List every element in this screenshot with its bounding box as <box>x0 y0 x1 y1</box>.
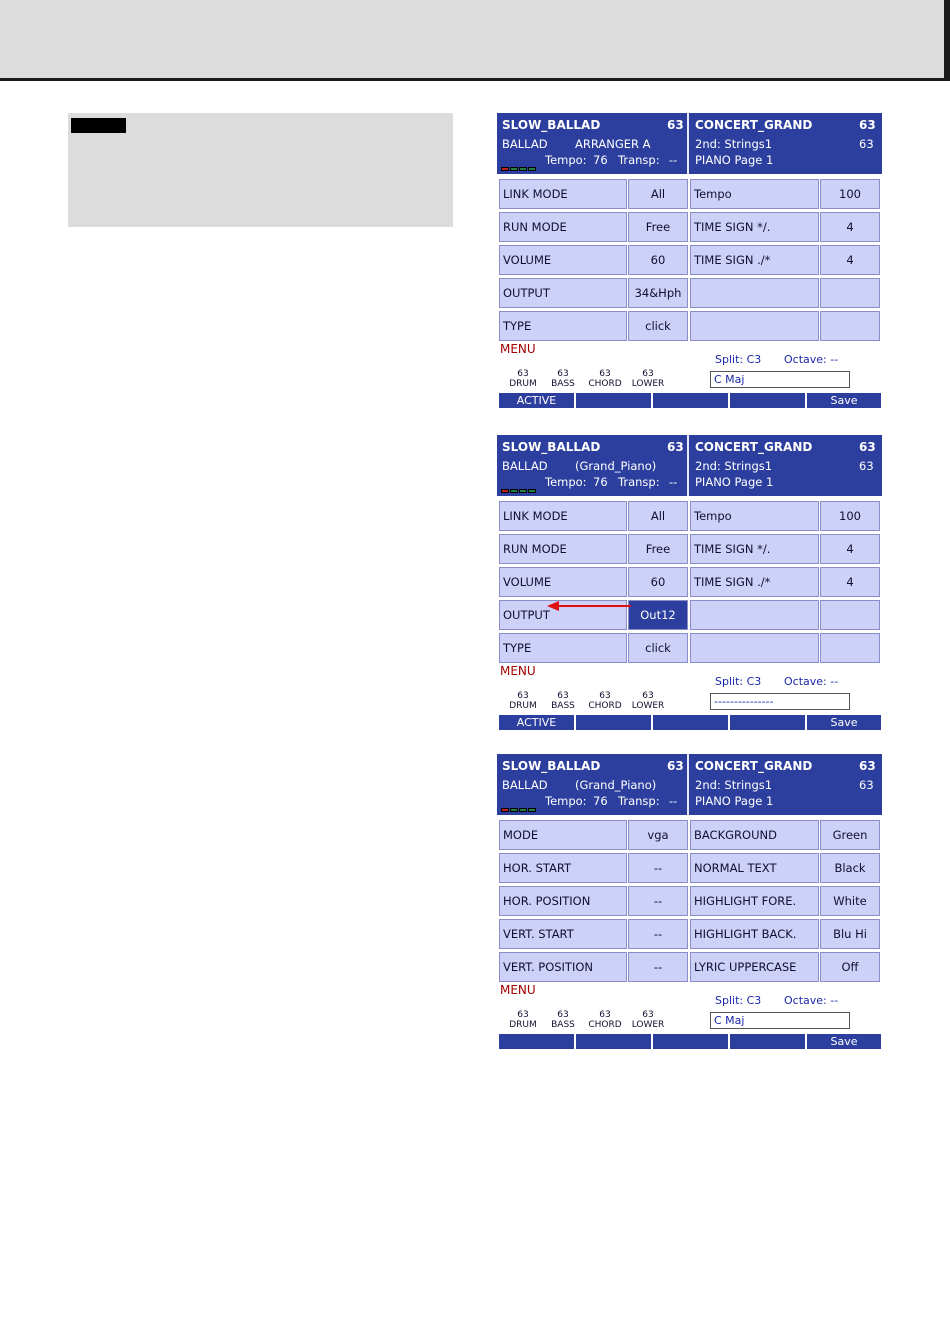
menu-label[interactable]: MENU <box>500 983 536 997</box>
led-icon <box>510 808 518 812</box>
chord-key-field[interactable]: C Maj <box>710 371 850 388</box>
split-readout: Split: C3 <box>715 353 762 366</box>
octave-readout: Octave: -- <box>784 675 839 688</box>
note-tag <box>71 118 126 133</box>
style-name: SLOW_BALLAD <box>502 440 601 454</box>
screen-header <box>497 113 882 174</box>
mixer-name: DRUM <box>509 1020 537 1030</box>
style-variation: ARRANGER A <box>575 137 651 151</box>
style-name: SLOW_BALLAD <box>502 118 601 132</box>
softkey-button[interactable]: ACTIVE <box>499 715 576 730</box>
param-value[interactable]: Free <box>628 534 688 564</box>
param-value[interactable]: White <box>820 886 880 916</box>
style-panel[interactable] <box>497 113 687 174</box>
softkey-button[interactable] <box>730 715 807 730</box>
style-variation: (Grand_Piano) <box>575 778 657 792</box>
param-label[interactable]: Tempo <box>690 501 819 531</box>
param-label[interactable]: TIME SIGN ./* <box>690 245 819 275</box>
transp-value: -- <box>669 475 678 489</box>
mixer-level: 63 <box>517 369 529 379</box>
mixer-level: 63 <box>517 1010 529 1020</box>
header-edge-tick <box>944 0 950 81</box>
voice-number: 63 <box>859 118 876 132</box>
param-label[interactable]: VERT. POSITION <box>499 952 627 982</box>
param-label[interactable]: RUN MODE <box>499 212 627 242</box>
param-value[interactable]: Blu Hi <box>820 919 880 949</box>
voice-panel[interactable] <box>689 754 882 815</box>
led-icon <box>519 489 527 493</box>
octave-readout: Octave: -- <box>784 353 839 366</box>
param-label[interactable]: TIME SIGN ./* <box>690 567 819 597</box>
param-value[interactable] <box>820 278 880 308</box>
style-category: BALLAD <box>502 137 548 151</box>
param-label[interactable]: TYPE <box>499 311 627 341</box>
display-screen <box>497 754 882 1050</box>
mixer-name: BASS <box>551 701 575 711</box>
led-indicators <box>501 482 537 487</box>
param-label[interactable]: BACKGROUND <box>690 820 819 850</box>
mixer-channel[interactable] <box>543 1010 583 1030</box>
softkey-button[interactable] <box>499 1034 576 1049</box>
led-icon <box>510 167 518 171</box>
softkey-button[interactable] <box>653 393 730 408</box>
param-label[interactable] <box>690 311 819 341</box>
style-number: 63 <box>667 759 684 773</box>
led-icon <box>528 167 536 171</box>
param-label[interactable]: HOR. POSITION <box>499 886 627 916</box>
led-icon <box>528 808 536 812</box>
voice-name: CONCERT_GRAND <box>695 759 813 773</box>
style-category: BALLAD <box>502 778 548 792</box>
param-value[interactable]: vga <box>628 820 688 850</box>
display-screen <box>497 435 882 731</box>
mixer-level: 63 <box>642 1010 654 1020</box>
param-label[interactable]: TYPE <box>499 633 627 663</box>
led-indicators <box>501 801 537 806</box>
param-value[interactable]: click <box>628 311 688 341</box>
transp-label: Transp: <box>618 153 660 167</box>
transp-label: Transp: <box>618 475 660 489</box>
softkey-button[interactable] <box>730 1034 807 1049</box>
softkey-button[interactable] <box>576 393 653 408</box>
second-voice: 2nd: Strings1 <box>695 459 773 473</box>
param-value[interactable]: Green <box>820 820 880 850</box>
voice-name: CONCERT_GRAND <box>695 118 813 132</box>
param-value[interactable]: 4 <box>820 534 880 564</box>
led-indicators <box>501 160 537 165</box>
screen-header <box>497 435 882 496</box>
softkey-button[interactable]: Save <box>807 1034 883 1049</box>
second-voice-number: 63 <box>859 137 874 151</box>
mixer-name: BASS <box>551 379 575 389</box>
display-screen <box>497 113 882 409</box>
style-category: BALLAD <box>502 459 548 473</box>
led-icon <box>528 489 536 493</box>
voice-panel[interactable] <box>689 435 882 496</box>
header-rule <box>0 78 950 81</box>
softkey-button[interactable] <box>730 393 807 408</box>
param-value[interactable] <box>820 600 880 630</box>
param-value[interactable]: 100 <box>820 179 880 209</box>
param-label[interactable]: MODE <box>499 820 627 850</box>
led-icon <box>519 808 527 812</box>
mixer-levels <box>503 691 673 713</box>
mixer-levels <box>503 369 673 391</box>
softkey-button[interactable]: Save <box>807 393 883 408</box>
param-label[interactable]: HIGHLIGHT BACK. <box>690 919 819 949</box>
param-value[interactable] <box>820 633 880 663</box>
param-value[interactable]: Off <box>820 952 880 982</box>
led-icon <box>510 489 518 493</box>
mixer-channel[interactable] <box>585 1010 625 1030</box>
param-value[interactable]: -- <box>628 853 688 883</box>
page-indicator: PIANO Page 1 <box>695 153 774 167</box>
param-value[interactable]: -- <box>628 952 688 982</box>
mixer-channel[interactable] <box>585 691 625 711</box>
menu-label[interactable]: MENU <box>500 664 536 678</box>
chord-key-field[interactable]: --------------- <box>710 693 850 710</box>
screen-header <box>497 754 882 815</box>
mixer-channel[interactable] <box>503 369 543 389</box>
voice-name: CONCERT_GRAND <box>695 440 813 454</box>
param-label[interactable]: NORMAL TEXT <box>690 853 819 883</box>
page-header-band <box>0 0 950 81</box>
softkey-button[interactable] <box>653 715 730 730</box>
style-number: 63 <box>667 118 684 132</box>
note-box <box>68 113 453 227</box>
red-arrow-icon <box>545 597 635 615</box>
tempo-label: Tempo: <box>545 794 587 808</box>
mixer-level: 63 <box>599 369 611 379</box>
param-label[interactable]: OUTPUT <box>499 278 627 308</box>
param-value[interactable]: click <box>628 633 688 663</box>
page-indicator: PIANO Page 1 <box>695 475 774 489</box>
mixer-channel[interactable] <box>543 691 583 711</box>
mixer-level: 63 <box>557 691 569 701</box>
mixer-level: 63 <box>557 1010 569 1020</box>
mixer-channel[interactable] <box>628 369 668 389</box>
softkey-button[interactable]: ACTIVE <box>499 393 576 408</box>
param-value[interactable]: All <box>628 179 688 209</box>
mixer-level: 63 <box>599 1010 611 1020</box>
mixer-name: DRUM <box>509 701 537 711</box>
param-value[interactable]: 100 <box>820 501 880 531</box>
tempo-label: Tempo: <box>545 475 587 489</box>
param-label[interactable]: Tempo <box>690 179 819 209</box>
page-indicator: PIANO Page 1 <box>695 794 774 808</box>
split-readout: Split: C3 <box>715 675 762 688</box>
param-label[interactable] <box>690 600 819 630</box>
led-icon <box>501 808 509 812</box>
second-voice-number: 63 <box>859 459 874 473</box>
softkey-bar <box>499 1034 882 1049</box>
softkey-button[interactable]: Save <box>807 715 883 730</box>
tempo-label: Tempo: <box>545 153 587 167</box>
mixer-level: 63 <box>642 691 654 701</box>
style-number: 63 <box>667 440 684 454</box>
param-label[interactable]: TIME SIGN */. <box>690 534 819 564</box>
param-value[interactable]: 4 <box>820 245 880 275</box>
param-value[interactable] <box>820 311 880 341</box>
param-value[interactable]: -- <box>628 919 688 949</box>
style-panel[interactable] <box>497 754 687 815</box>
transp-value: -- <box>669 794 678 808</box>
param-value[interactable]: Black <box>820 853 880 883</box>
param-label[interactable] <box>690 278 819 308</box>
mixer-channel[interactable] <box>543 369 583 389</box>
mixer-name: LOWER <box>631 701 665 711</box>
mixer-name: CHORD <box>588 701 622 711</box>
led-icon <box>501 489 509 493</box>
param-value[interactable]: Out12 <box>628 600 688 630</box>
style-panel[interactable] <box>497 435 687 496</box>
tempo-value: 76 <box>593 153 608 167</box>
mixer-channel[interactable] <box>503 1010 543 1030</box>
mixer-channel[interactable] <box>628 691 668 711</box>
softkey-button[interactable] <box>576 1034 653 1049</box>
param-label[interactable]: LYRIC UPPERCASE <box>690 952 819 982</box>
param-value[interactable]: 4 <box>820 212 880 242</box>
param-label[interactable]: VERT. START <box>499 919 627 949</box>
param-label[interactable]: HIGHLIGHT FORE. <box>690 886 819 916</box>
mixer-channel[interactable] <box>628 1010 668 1030</box>
param-label[interactable]: VOLUME <box>499 245 627 275</box>
param-value[interactable]: 4 <box>820 567 880 597</box>
mixer-channel[interactable] <box>585 369 625 389</box>
param-label[interactable]: VOLUME <box>499 567 627 597</box>
second-voice: 2nd: Strings1 <box>695 778 773 792</box>
transp-label: Transp: <box>618 794 660 808</box>
mixer-name: CHORD <box>588 379 622 389</box>
param-value[interactable]: All <box>628 501 688 531</box>
param-label[interactable]: OUTPUT <box>499 600 627 630</box>
mixer-name: BASS <box>551 1020 575 1030</box>
chord-key-field[interactable]: C Maj <box>710 1012 850 1029</box>
param-label[interactable]: TIME SIGN */. <box>690 212 819 242</box>
voice-number: 63 <box>859 759 876 773</box>
param-value[interactable]: Free <box>628 212 688 242</box>
octave-readout: Octave: -- <box>784 994 839 1007</box>
param-label[interactable]: RUN MODE <box>499 534 627 564</box>
param-value[interactable]: 60 <box>628 245 688 275</box>
softkey-bar <box>499 393 882 408</box>
split-readout: Split: C3 <box>715 994 762 1007</box>
param-label[interactable]: LINK MODE <box>499 179 627 209</box>
mixer-level: 63 <box>517 691 529 701</box>
style-name: SLOW_BALLAD <box>502 759 601 773</box>
led-icon <box>501 167 509 171</box>
param-value[interactable]: 34&Hph <box>628 278 688 308</box>
second-voice-number: 63 <box>859 778 874 792</box>
softkey-bar <box>499 715 882 730</box>
mixer-name: CHORD <box>588 1020 622 1030</box>
mixer-level: 63 <box>642 369 654 379</box>
mixer-name: LOWER <box>631 1020 665 1030</box>
voice-number: 63 <box>859 440 876 454</box>
mixer-level: 63 <box>599 691 611 701</box>
mixer-levels <box>503 1010 673 1032</box>
tempo-value: 76 <box>593 475 608 489</box>
transp-value: -- <box>669 153 678 167</box>
voice-panel[interactable] <box>689 113 882 174</box>
softkey-button[interactable] <box>576 715 653 730</box>
mixer-name: LOWER <box>631 379 665 389</box>
led-icon <box>519 167 527 171</box>
param-value[interactable]: 60 <box>628 567 688 597</box>
mixer-name: DRUM <box>509 379 537 389</box>
softkey-button[interactable] <box>653 1034 730 1049</box>
param-value[interactable]: -- <box>628 886 688 916</box>
param-label[interactable] <box>690 633 819 663</box>
tempo-value: 76 <box>593 794 608 808</box>
mixer-level: 63 <box>557 369 569 379</box>
param-label[interactable]: LINK MODE <box>499 501 627 531</box>
style-variation: (Grand_Piano) <box>575 459 657 473</box>
param-label[interactable]: HOR. START <box>499 853 627 883</box>
mixer-channel[interactable] <box>503 691 543 711</box>
second-voice: 2nd: Strings1 <box>695 137 773 151</box>
menu-label[interactable]: MENU <box>500 342 536 356</box>
